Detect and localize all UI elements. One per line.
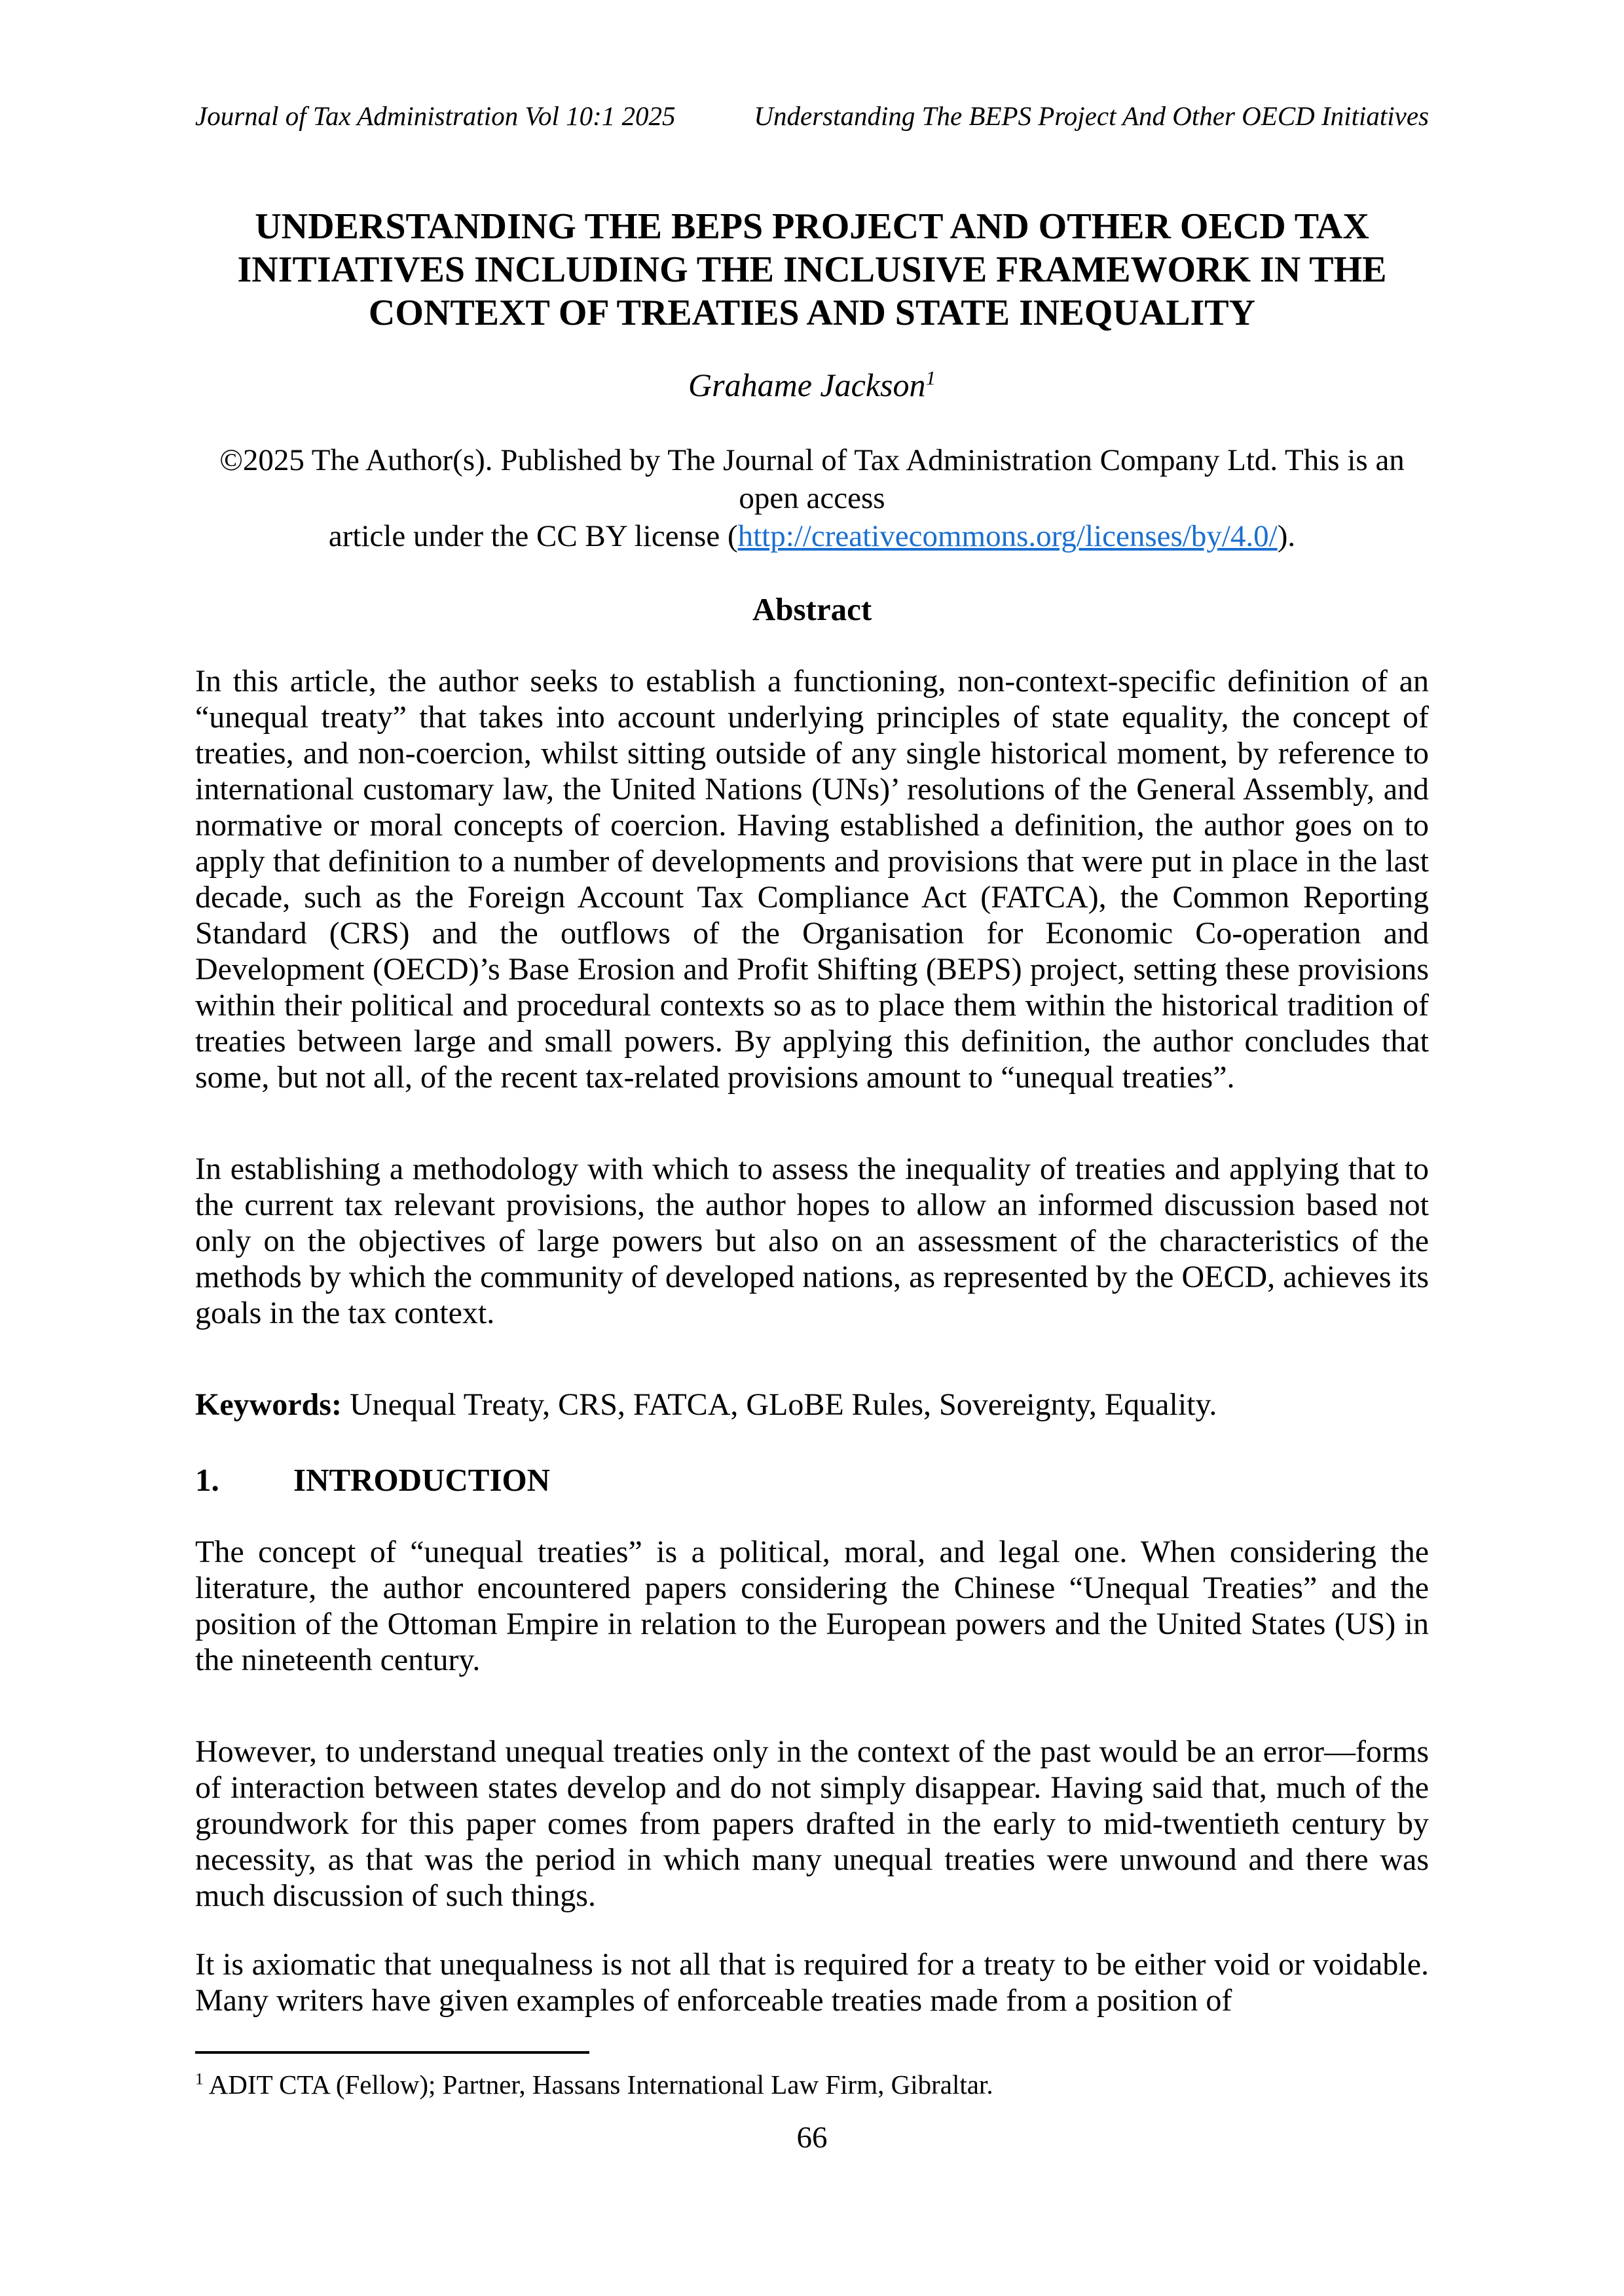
footnote-area: [195, 2051, 1429, 2101]
author-footnote-marker: 1: [925, 366, 936, 390]
copyright-line-2-text: article under the CC BY license (: [328, 519, 738, 553]
running-header-right: Understanding The BEPS Project And Other OECD Initiatives: [754, 101, 1429, 131]
introduction-paragraph-3: It is axiomatic that unequalness is not all that is required for a treaty to be either void or voidable. Many writers have given examples of enforceable treaties made from a position of: [195, 1947, 1429, 2018]
article-title: [195, 205, 1429, 335]
article-title-line-1: UNDERSTANDING THE BEPS PROJECT AND OTHER OECD TAX: [255, 206, 1369, 247]
abstract-paragraph-2: In establishing a methodology with which to assess the inequality of treaties and applying that to the current tax relevant provisions, the author hopes to allow an informed discussion based not only on the objectives of large powers but also on an assessment of the characteristics of the methods by which the community of developed nations, as represented by the OECD, achieves its goals in the tax context.: [195, 1152, 1429, 1330]
copyright-notice: [195, 441, 1429, 555]
author-line: [195, 367, 1429, 403]
abstract-heading: Abstract: [752, 591, 872, 627]
keywords-line: [195, 1387, 1429, 1423]
introduction-paragraph-1: The concept of “unequal treaties” is a political, moral, and legal one. When considering the literature, the author encountered papers considering the Chinese “Unequal Treaties” and the position of the Ottoman Empire in relation to the European powers and the United States (US) in the nineteenth century.: [195, 1535, 1429, 1677]
running-header: [195, 98, 1429, 134]
introduction-paragraph-2: However, to understand unequal treaties only in the context of the past would be an error—forms of interaction between states develop and do not simply disappear. Having said that, much of the groundwork for this paper comes from papers drafted in the early to mid-twentieth century by necessity, as that was the period in which many unequal treaties were unwound and there was much discussion of such things.: [195, 1734, 1429, 1913]
section-title: INTRODUCTION: [293, 1462, 551, 1498]
footnote-1: [195, 2068, 1429, 2101]
keywords-label: Keywords:: [195, 1387, 342, 1422]
article-title-line-3: CONTEXT OF TREATIES AND STATE INEQUALITY: [368, 293, 1256, 333]
cc-license-link[interactable]: http://creativecommons.org/licenses/by/4.0/: [737, 519, 1278, 553]
page-number: 66: [796, 2121, 828, 2155]
footnote-1-marker: 1: [195, 2069, 204, 2088]
copyright-line-2-suffix: ).: [1277, 519, 1296, 553]
abstract-paragraph-1: In this article, the author seeks to establish a functioning, non-context-specific definition of an “unequal treaty” that takes into account underlying principles of state equality, the concept of treaties, and non-coercion, whilst sitting outside of any single historical moment, by reference to international customary law, the United Nations (UNs)’ resolutions of the General Assembly, and normative or moral concepts of coercion. Having established a definition, the author goes on to apply that definition to a number of developments and provisions that were put in place in the last decade, such as the Foreign Account Tax Compliance Act (FATCA), the Common Reporting Standard (CRS) and the outflows of the Organisation for Economic Co-operation and Development (OECD)’s Base Erosion and Profit Shifting (BEPS) project, setting these provisions within their political and procedural contexts so as to place them within the historical tradition of treaties between large and small powers. By applying this definition, the author concludes that some, but not all, of the recent tax-related provisions amount to “unequal treaties”.: [195, 664, 1429, 1095]
running-header-left: Journal of Tax Administration Vol 10:1 2025: [195, 101, 676, 131]
article-title-line-2: INITIATIVES INCLUDING THE INCLUSIVE FRAMEWORK IN THE: [237, 249, 1387, 290]
section-heading-introduction: [195, 1462, 1429, 1498]
author-name: Grahame Jackson: [688, 367, 926, 403]
footnote-separator-rule: [195, 2051, 589, 2054]
section-number: 1.: [195, 1462, 219, 1498]
keywords-text: Unequal Treaty, CRS, FATCA, GLoBE Rules, Sovereignty, Equality.: [349, 1387, 1217, 1422]
footnote-1-text: ADIT CTA (Fellow); Partner, Hassans International Law Firm, Gibraltar.: [208, 2069, 993, 2100]
copyright-line-2: [195, 517, 1429, 555]
copyright-line-1: ©2025 The Author(s). Published by The Journal of Tax Administration Company Ltd. This is an open access: [219, 443, 1405, 515]
